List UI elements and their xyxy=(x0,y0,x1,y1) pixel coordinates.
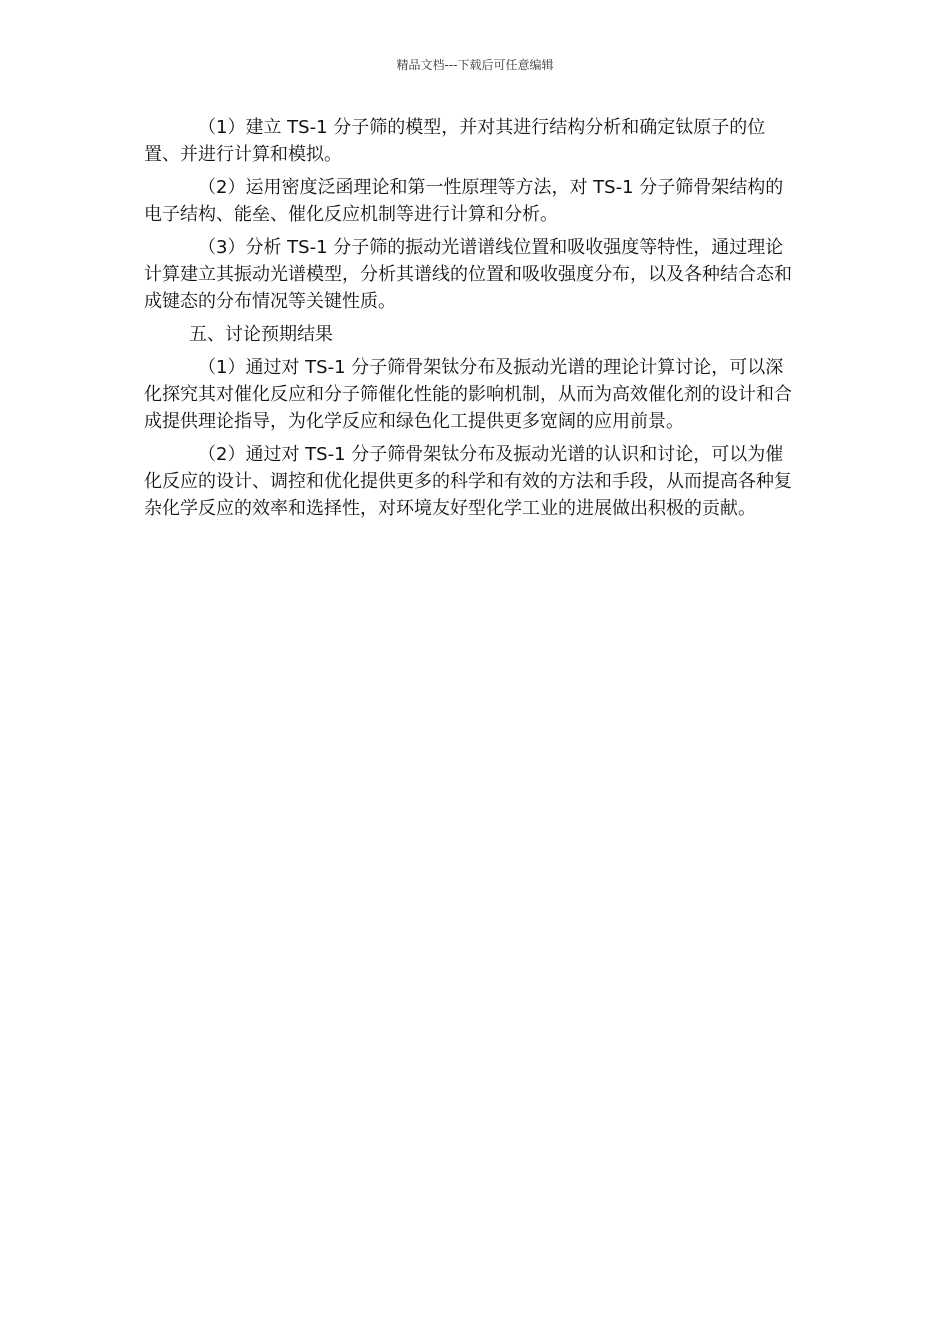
paragraph-research-item-1: （1）建立 TS-1 分子筛的模型，并对其进行结构分析和确定钛原子的位置、并进行计算和模拟。 xyxy=(144,117,766,165)
page-header: 精品文档---下载后可任意编辑 xyxy=(396,58,554,72)
document-body xyxy=(144,114,800,528)
paragraph-research-item-3: （3）分析 TS-1 分子筛的振动光谱谱线位置和吸收强度等特性，通过理论计算建立其振动光谱模型，分析其谱线的位置和吸收强度分布，以及各种结合态和成键态的分布情况等关键性质。 xyxy=(144,237,792,312)
paragraph-expected-result-1: （1）通过对 TS-1 分子筛骨架钛分布及振动光谱的理论计算讨论，可以深化探究其对催化反应和分子筛催化性能的影响机制，从而为高效催化剂的设计和合成提供理论指导，为化学反应和绿色化工提供更多宽阔的应用前景。 xyxy=(144,357,792,432)
paragraph-research-item-2: （2）运用密度泛函理论和第一性原理等方法，对 TS-1 分子筛骨架结构的电子结构、能垒、催化反应机制等进行计算和分析。 xyxy=(144,177,784,225)
paragraph-expected-result-2: （2）通过对 TS-1 分子筛骨架钛分布及振动光谱的认识和讨论，可以为催化反应的设计、调控和优化提供更多的科学和有效的方法和手段，从而提高各种复杂化学反应的效率和选择性，对环境友好型化学工业的进展做出积极的贡献。 xyxy=(144,444,792,519)
section-heading: 五、讨论预期结果 xyxy=(189,324,333,345)
